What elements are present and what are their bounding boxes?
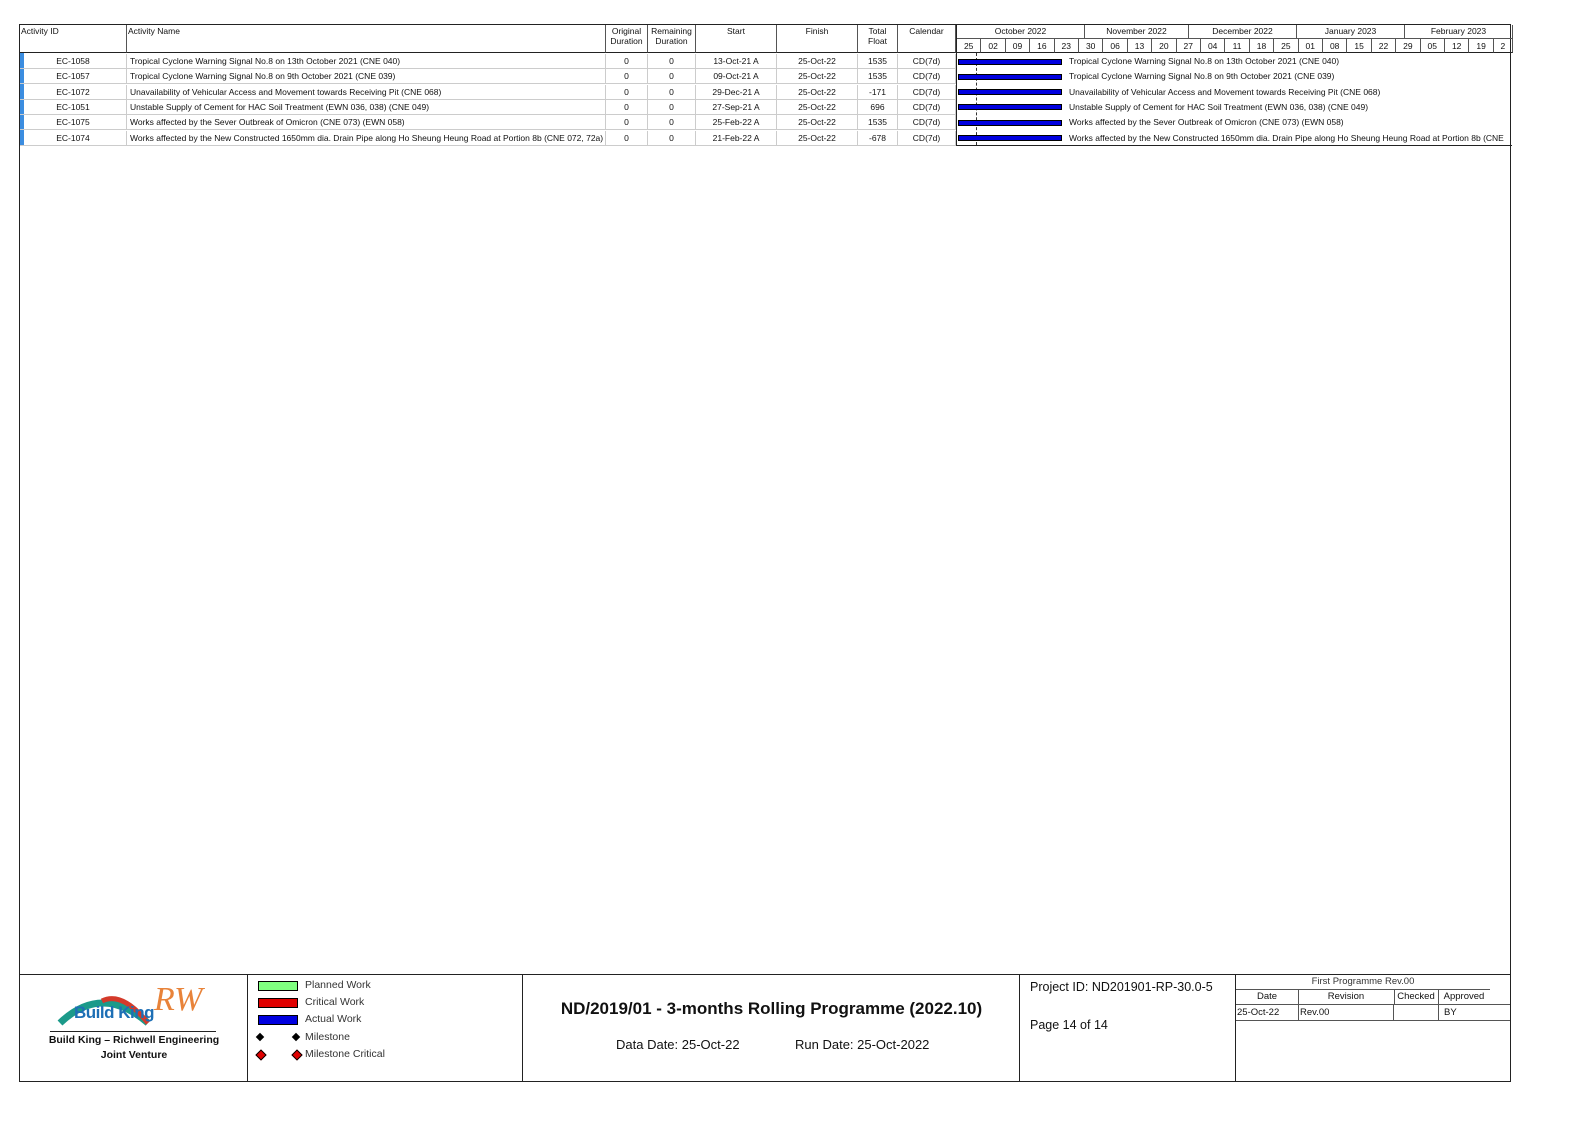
- cell-cal: CD(7d): [898, 69, 956, 84]
- revision-row: [1236, 1005, 1510, 1021]
- gantt-bar[interactable]: [958, 89, 1062, 95]
- cell-cal: CD(7d): [898, 115, 956, 130]
- cell-name: Unavailability of Vehicular Access and Movement towards Receiving Pit (CNE 068): [127, 85, 606, 100]
- timescale-week: 25: [1274, 39, 1298, 53]
- cell-finish: 25-Oct-22: [777, 100, 858, 115]
- col-header-remaining-duration: Remaining Duration: [648, 25, 696, 53]
- gantt-bar[interactable]: [958, 104, 1062, 110]
- logo-mark: RW: [154, 981, 203, 1018]
- cell-name: Tropical Cyclone Warning Signal No.8 on 13th October 2021 (CNE 040): [127, 54, 606, 69]
- cell-float: 1535: [858, 115, 898, 130]
- cell-float: 1535: [858, 69, 898, 84]
- cell-start: 25-Feb-22 A: [696, 115, 777, 130]
- timescale-week: 30: [1079, 39, 1103, 53]
- data-date-line: [976, 53, 977, 145]
- revision-header: First Programme Rev.00: [1236, 975, 1490, 990]
- timescale-week: 2: [1494, 39, 1513, 53]
- timescale-week: 08: [1323, 39, 1347, 53]
- cell-orig: 0: [606, 131, 648, 146]
- cell-float: -171: [858, 85, 898, 100]
- legend-milestone-critical: Milestone Critical: [305, 1048, 385, 1060]
- actual-work-swatch: [258, 1015, 298, 1025]
- timescale-week: 11: [1225, 39, 1249, 53]
- timescale-week: 22: [1372, 39, 1396, 53]
- col-header-activity-id: Activity ID: [20, 25, 127, 53]
- cell-start: 13-Oct-21 A: [696, 54, 777, 69]
- timescale-week: 25: [957, 39, 981, 53]
- timescale-month: October 2022: [957, 25, 1085, 39]
- title-cell: [523, 975, 1020, 1081]
- gantt-bar[interactable]: [958, 120, 1062, 126]
- cell-finish: 25-Oct-22: [777, 69, 858, 84]
- timescale-week: 04: [1201, 39, 1225, 53]
- col-header-calendar: Calendar: [898, 25, 956, 53]
- timescale-week: 19: [1469, 39, 1493, 53]
- cell-rem: 0: [648, 54, 696, 69]
- col-header-original-duration: Original Duration: [606, 25, 648, 53]
- gantt-bar[interactable]: [958, 74, 1062, 80]
- timescale-week: 16: [1030, 39, 1054, 53]
- gantt-bar-label: Tropical Cyclone Warning Signal No.8 on 13th October 2021 (CNE 040): [1069, 56, 1340, 66]
- rev-revision: Rev.00: [1298, 1005, 1394, 1020]
- cell-start: 09-Oct-21 A: [696, 69, 777, 84]
- gantt-bar-label: Unstable Supply of Cement for HAC Soil Treatment (EWN 036, 038) (CNE 049): [1069, 101, 1369, 112]
- company-name: Build King – Richwell Engineering: [48, 1034, 220, 1046]
- timescale-week: 29: [1396, 39, 1420, 53]
- cell-cal: CD(7d): [898, 131, 956, 146]
- rev-checked: [1394, 1005, 1439, 1020]
- gantt-bar-label: Tropical Cyclone Warning Signal No.8 on 9th October 2021 (CNE 039): [1069, 71, 1335, 82]
- cell-start: 27-Sep-21 A: [696, 100, 777, 115]
- milestone-critical-start-icon: [255, 1049, 266, 1060]
- cell-name: Works affected by the Sever Outbreak of Omicron (CNE 073) (EWN 058): [127, 115, 606, 130]
- schedule-frame: [19, 24, 1511, 1082]
- cell-name: Works affected by the New Constructed 1650mm dia. Drain Pipe along Ho Sheung Heung Road at Portion 8b (CNE 072, 72a): [127, 131, 606, 146]
- cell-finish: 25-Oct-22: [777, 131, 858, 146]
- project-id: Project ID: ND201901-RP-30.0-5: [1030, 980, 1213, 994]
- revision-block: [1236, 975, 1510, 1081]
- legend-block: [248, 975, 523, 1081]
- milestone-start-icon: [256, 1033, 264, 1041]
- cell-name: Unstable Supply of Cement for HAC Soil Treatment (EWN 036, 038) (CNE 049): [127, 100, 606, 115]
- col-header-finish: Finish: [777, 25, 858, 53]
- cell-rem: 0: [648, 69, 696, 84]
- gantt-bar[interactable]: [958, 59, 1062, 65]
- rev-approved: BY: [1444, 1007, 1457, 1018]
- timescale-month: January 2023: [1297, 25, 1405, 39]
- programme-title: ND/2019/01 - 3-months Rolling Programme (2022.10): [560, 999, 983, 1018]
- run-date: Run Date: 25-Oct-2022: [795, 1037, 930, 1052]
- timescale-month: November 2022: [1085, 25, 1189, 39]
- cell-start: 29-Dec-21 A: [696, 85, 777, 100]
- cell-rem: 0: [648, 131, 696, 146]
- col-header-total-float: Total Float: [858, 25, 898, 53]
- col-header-start: Start: [696, 25, 777, 53]
- logo-block: [20, 975, 248, 1081]
- planned-work-swatch: [258, 981, 298, 991]
- timescale-week: 05: [1421, 39, 1445, 53]
- cell-rem: 0: [648, 85, 696, 100]
- cell-cal: CD(7d): [898, 54, 956, 69]
- legend-critical: Critical Work: [305, 996, 365, 1008]
- data-date: Data Date: 25-Oct-22: [616, 1037, 740, 1052]
- gantt-bar-label: Works affected by the New Constructed 1650mm dia. Drain Pipe along Ho Sheung Heung Road at Portion 8b (CNE: [1069, 132, 1504, 143]
- cell-name: Tropical Cyclone Warning Signal No.8 on 9th October 2021 (CNE 039): [127, 69, 606, 84]
- cell-float: 1535: [858, 54, 898, 69]
- timescale-week: 02: [981, 39, 1005, 53]
- cell-id: EC-1072: [20, 85, 127, 100]
- logo-divider: [50, 1031, 216, 1032]
- cell-orig: 0: [606, 85, 648, 100]
- cell-rem: 0: [648, 115, 696, 130]
- critical-work-swatch: [258, 998, 298, 1008]
- cell-float: -678: [858, 131, 898, 146]
- cell-id: EC-1075: [20, 115, 127, 130]
- cell-orig: 0: [606, 115, 648, 130]
- timescale-week: 09: [1006, 39, 1030, 53]
- timescale-week: 18: [1250, 39, 1274, 53]
- milestone-critical-finish-icon: [291, 1049, 302, 1060]
- cell-start: 21-Feb-22 A: [696, 131, 777, 146]
- cell-id: EC-1051: [20, 100, 127, 115]
- cell-orig: 0: [606, 100, 648, 115]
- cell-finish: 25-Oct-22: [777, 85, 858, 100]
- revision-columns: [1236, 989, 1510, 1005]
- cell-orig: 0: [606, 54, 648, 69]
- legend-planned: Planned Work: [305, 979, 371, 991]
- page-number: Page 14 of 14: [1030, 1018, 1108, 1032]
- milestone-finish-icon: [292, 1033, 300, 1041]
- timescale-week: 01: [1299, 39, 1323, 53]
- col-header-activity-name: Activity Name: [127, 25, 606, 53]
- gantt-bar-label: Unavailability of Vehicular Access and Movement towards Receiving Pit (CNE 068): [1069, 86, 1381, 97]
- company-subtitle: Joint Venture: [100, 1049, 168, 1061]
- rev-col-revision: Revision: [1298, 989, 1395, 1004]
- gantt-chart: [956, 25, 1512, 146]
- timescale-week: 20: [1152, 39, 1176, 53]
- title-block: [19, 974, 1511, 1082]
- legend-milestone: Milestone: [305, 1031, 350, 1043]
- gantt-bar[interactable]: [958, 135, 1062, 141]
- cell-id: EC-1074: [20, 131, 127, 146]
- cell-rem: 0: [648, 100, 696, 115]
- timescale-month: December 2022: [1189, 25, 1297, 39]
- cell-orig: 0: [606, 69, 648, 84]
- cell-float: 696: [858, 100, 898, 115]
- rev-date: 25-Oct-22: [1237, 1005, 1299, 1020]
- cell-id: EC-1057: [20, 69, 127, 84]
- timescale-week: 12: [1445, 39, 1469, 53]
- timescale-month: February 2023: [1405, 25, 1513, 39]
- timescale-week: 15: [1347, 39, 1371, 53]
- timescale-week: 27: [1177, 39, 1201, 53]
- rev-col-date: Date: [1236, 989, 1299, 1004]
- timescale-week: 13: [1128, 39, 1152, 53]
- cell-cal: CD(7d): [898, 100, 956, 115]
- cell-finish: 25-Oct-22: [777, 115, 858, 130]
- cell-finish: 25-Oct-22: [777, 54, 858, 69]
- cell-id: EC-1058: [20, 54, 127, 69]
- logo-text: Build King: [74, 1003, 154, 1022]
- timescale-week: 23: [1055, 39, 1079, 53]
- cell-cal: CD(7d): [898, 85, 956, 100]
- legend-actual: Actual Work: [305, 1013, 362, 1025]
- rev-col-checked: Checked: [1394, 989, 1439, 1004]
- gantt-bar-label: Works affected by the Sever Outbreak of Omicron (CNE 073) (EWN 058): [1069, 117, 1344, 128]
- timescale-week: 06: [1103, 39, 1127, 53]
- project-cell: [1020, 975, 1236, 1081]
- rev-col-approved: Approved: [1443, 991, 1485, 1002]
